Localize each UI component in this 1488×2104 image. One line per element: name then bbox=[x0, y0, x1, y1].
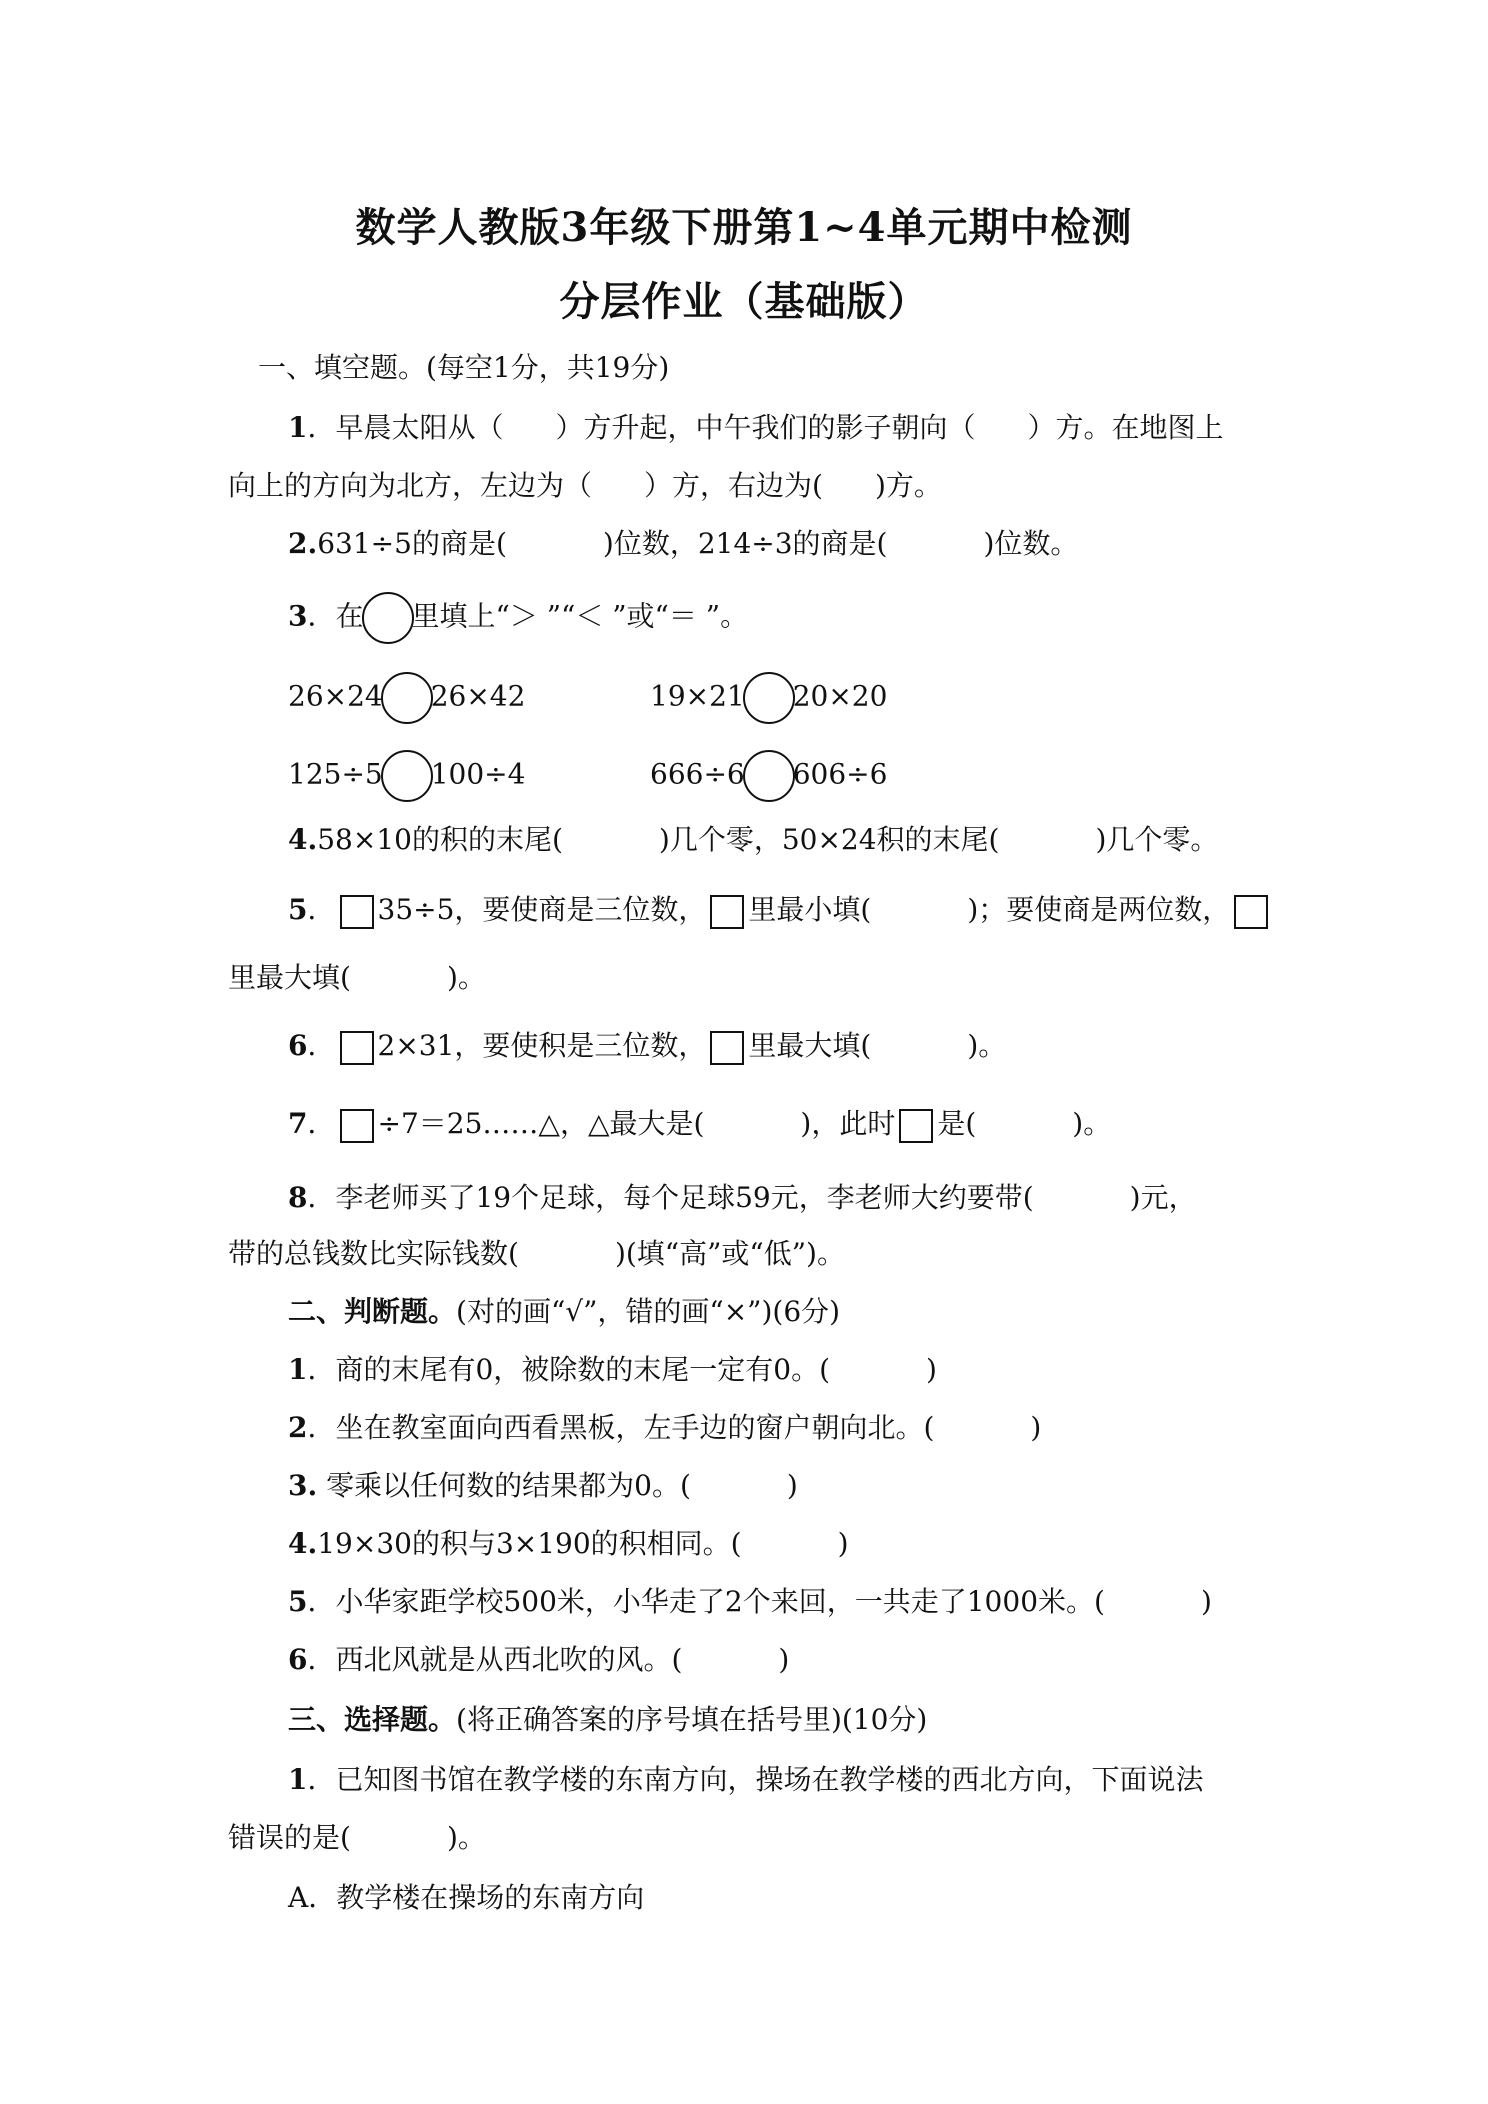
page-title-line2: 分层作业（基础版） bbox=[559, 278, 929, 325]
choice-question-1-cont bbox=[228, 1818, 486, 1858]
digit-box[interactable] bbox=[899, 1109, 933, 1143]
question-text: ÷7＝25……△，△最大是( bbox=[377, 1107, 705, 1140]
question-text: 2×31，要使积是三位数， bbox=[377, 1029, 707, 1062]
question-1-1-cont bbox=[228, 466, 942, 506]
judge-item-4 bbox=[288, 1524, 849, 1564]
question-text: 631÷5的商是( bbox=[317, 527, 507, 560]
question-number: 3 bbox=[288, 599, 308, 633]
question-text: )位数。 bbox=[983, 527, 1079, 560]
question-text: ) bbox=[926, 1353, 937, 1386]
question-text: )。 bbox=[446, 961, 486, 994]
judge-item-2 bbox=[288, 1408, 1041, 1448]
question-text: )(填“高”或“低”)。 bbox=[614, 1237, 845, 1270]
question-1-2 bbox=[288, 524, 1078, 564]
question-text: ) bbox=[786, 1469, 798, 1502]
question-text: )元， bbox=[1129, 1181, 1197, 1214]
question-text: 里最大填( bbox=[228, 961, 351, 994]
expression-left: 666÷6 bbox=[650, 757, 745, 791]
question-number: 8 bbox=[288, 1181, 308, 1214]
question-text: )方。 bbox=[874, 469, 942, 502]
digit-box[interactable] bbox=[340, 1109, 374, 1143]
expression-left: 26×24 bbox=[288, 679, 383, 713]
question-number: 5 bbox=[288, 1585, 308, 1618]
expression-right: 26×42 bbox=[430, 679, 526, 713]
question-text: ）方。在地图上 bbox=[1027, 411, 1224, 444]
choice-question-1 bbox=[288, 1760, 1204, 1800]
question-number: 2. bbox=[288, 527, 318, 560]
question-text: )，此时 bbox=[800, 1107, 896, 1140]
question-number: 6 bbox=[288, 1029, 308, 1062]
question-number: 7 bbox=[288, 1107, 308, 1140]
compare-circle[interactable] bbox=[381, 750, 433, 802]
question-text: ) bbox=[778, 1643, 790, 1676]
compare-row-1-right bbox=[650, 672, 887, 724]
question-text: )。 bbox=[446, 1821, 486, 1854]
page-title-line1: 数学人教版3年级下册第1~4单元期中检测 bbox=[355, 204, 1133, 251]
question-1-8 bbox=[288, 1178, 1197, 1218]
section-heading-note: (对的画“√”，错的画“×”)(6分) bbox=[456, 1295, 841, 1328]
question-1-1 bbox=[288, 408, 1224, 448]
section-heading-bold: 二、判断题。 bbox=[288, 1295, 457, 1328]
question-text: ．小华家距学校500米，小华走了2个来回，一共走了1000米。( bbox=[307, 1585, 1105, 1618]
question-number: 5 bbox=[288, 893, 308, 926]
digit-box[interactable] bbox=[340, 1031, 374, 1065]
section2-heading bbox=[288, 1292, 840, 1332]
expression-left: 125÷5 bbox=[288, 757, 383, 791]
question-text: 里填上“＞ ”“＜ ”或“＝ ”。 bbox=[411, 599, 749, 633]
question-number: 4. bbox=[288, 1527, 318, 1560]
question-text: 向上的方向为北方，左边为（ bbox=[228, 469, 593, 502]
question-text: 里最小填( bbox=[748, 893, 872, 926]
question-1-3 bbox=[288, 592, 748, 644]
section1-heading: 一、填空题。(每空1分，共19分) bbox=[258, 351, 670, 384]
question-text: ）方，右边为( bbox=[644, 469, 823, 502]
choice-option-a[interactable]: A．教学楼在操场的东南方向 bbox=[288, 1881, 645, 1914]
question-text: 是( bbox=[937, 1107, 977, 1140]
digit-box[interactable] bbox=[1234, 895, 1268, 929]
expression-right: 606÷6 bbox=[792, 757, 888, 791]
question-1-6 bbox=[288, 1026, 1006, 1066]
question-number: 1 bbox=[288, 411, 308, 444]
question-text: ． bbox=[307, 1029, 336, 1062]
question-text: ) bbox=[837, 1527, 849, 1560]
question-text: ． bbox=[307, 1107, 336, 1140]
question-number: 2 bbox=[288, 1411, 308, 1444]
question-text: )；要使商是两位数， bbox=[967, 893, 1231, 926]
digit-box[interactable] bbox=[340, 895, 374, 929]
expression-right: 100÷4 bbox=[430, 757, 526, 791]
question-text: ．已知图书馆在教学楼的东南方向，操场在教学楼的西北方向，下面说法 bbox=[307, 1763, 1204, 1796]
question-text: ． bbox=[307, 893, 336, 926]
compare-circle[interactable] bbox=[743, 750, 795, 802]
section-heading-bold: 三、选择题。 bbox=[288, 1703, 457, 1736]
question-number: 1 bbox=[288, 1763, 308, 1796]
judge-item-3 bbox=[288, 1466, 798, 1506]
question-1-7 bbox=[288, 1104, 1111, 1144]
question-text: 带的总钱数比实际钱数( bbox=[228, 1237, 519, 1270]
question-text: 19×30的积与3×190的积相同。( bbox=[317, 1527, 742, 1560]
question-1-8-cont bbox=[228, 1234, 845, 1274]
question-text: ．早晨太阳从（ bbox=[307, 411, 504, 444]
section-heading-note: (将正确答案的序号填在括号里)(10分) bbox=[456, 1703, 928, 1736]
question-text: ．西北风就是从西北吹的风。( bbox=[307, 1643, 683, 1676]
question-text: )。 bbox=[967, 1029, 1007, 1062]
question-text: 里最大填( bbox=[748, 1029, 872, 1062]
question-text: ．李老师买了19个足球，每个足球59元，李老师大约要带( bbox=[307, 1181, 1034, 1214]
section3-heading bbox=[288, 1700, 927, 1740]
expression-left: 19×21 bbox=[650, 679, 745, 713]
judge-item-6 bbox=[288, 1640, 789, 1680]
question-1-4 bbox=[288, 820, 1218, 860]
question-text: ．在 bbox=[307, 599, 364, 633]
compare-row-2-left bbox=[288, 750, 525, 802]
question-text: ) bbox=[1200, 1585, 1212, 1618]
compare-row-1-left bbox=[288, 672, 525, 724]
question-text: )。 bbox=[1072, 1107, 1112, 1140]
question-text: 58×10的积的末尾( bbox=[317, 823, 563, 856]
digit-box[interactable] bbox=[710, 895, 744, 929]
question-text: ．商的末尾有0，被除数的末尾一定有0。( bbox=[307, 1353, 831, 1386]
question-text: 35÷5，要使商是三位数， bbox=[377, 893, 707, 926]
question-number: 1 bbox=[288, 1353, 308, 1386]
expression-right: 20×20 bbox=[792, 679, 888, 713]
question-text: )几个零，50×24积的末尾( bbox=[658, 823, 1000, 856]
question-text: 错误的是( bbox=[228, 1821, 351, 1854]
question-number: 6 bbox=[288, 1643, 308, 1676]
question-text: ) bbox=[1030, 1411, 1042, 1444]
question-text: )位数，214÷3的商是( bbox=[602, 527, 888, 560]
judge-item-1 bbox=[288, 1350, 937, 1390]
question-text: 零乘以任何数的结果都为0。( bbox=[317, 1469, 691, 1502]
question-text: )几个零。 bbox=[1095, 823, 1219, 856]
question-number: 3. bbox=[288, 1469, 318, 1502]
compare-circle[interactable] bbox=[362, 592, 414, 644]
judge-item-5 bbox=[288, 1582, 1212, 1622]
compare-circle[interactable] bbox=[743, 672, 795, 724]
question-text: ．坐在教室面向西看黑板，左手边的窗户朝向北。( bbox=[307, 1411, 935, 1444]
question-1-5-cont bbox=[228, 958, 486, 998]
question-text: ）方升起，中午我们的影子朝向（ bbox=[555, 411, 976, 444]
question-number: 4. bbox=[288, 823, 318, 856]
compare-row-2-right bbox=[650, 750, 887, 802]
question-1-5 bbox=[288, 890, 1272, 930]
compare-circle[interactable] bbox=[381, 672, 433, 724]
digit-box[interactable] bbox=[710, 1031, 744, 1065]
